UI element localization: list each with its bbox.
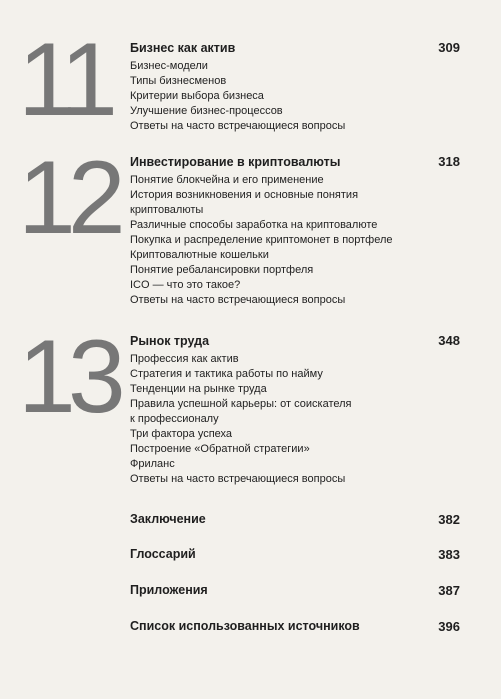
chapter-title: Рынок труда <box>130 334 210 348</box>
chapter-number: 12 <box>18 140 118 256</box>
chapter-number: 13 <box>18 319 118 435</box>
chapter-page-number: 348 <box>438 333 460 348</box>
section-page-number: 387 <box>438 583 460 598</box>
section-title: Глоссарий <box>130 547 196 561</box>
toc-item: Тенденции на рынке труда <box>130 383 267 395</box>
chapter-heading <box>130 41 460 55</box>
chapter-title: Инвестирование в криптовалюты <box>130 155 341 169</box>
toc-item: Различные способы заработка на криптовалюте <box>130 219 378 231</box>
toc-item: Профессия как актив <box>130 353 239 365</box>
chapter-number: 11 <box>18 22 110 138</box>
chapter-page-number: 318 <box>438 154 460 169</box>
chapter-page-number: 309 <box>438 40 460 55</box>
chapter-heading <box>130 334 460 348</box>
toc-item: Стратегия и тактика работы по найму <box>130 368 323 380</box>
toc-item: Построение «Обратной стратегии» <box>130 443 310 455</box>
toc-item: Криптовалютные кошельки <box>130 249 269 261</box>
toc-item: Улучшение бизнес-процессов <box>130 105 283 117</box>
chapter-block <box>130 334 460 487</box>
toc-item: Бизнес-модели <box>130 60 208 72</box>
toc-item: Ответы на часто встречающиеся вопросы <box>130 120 346 132</box>
chapter-block <box>130 155 460 308</box>
toc-section <box>130 583 460 598</box>
section-page-number: 383 <box>438 547 460 562</box>
toc-item: Критерии выбора бизнеса <box>130 90 264 102</box>
toc-item: ICO — что это такое? <box>130 279 241 291</box>
section-title: Заключение <box>130 512 206 526</box>
toc-item: к профессионалу <box>130 413 219 425</box>
chapter-heading <box>130 155 460 169</box>
toc-item: Ответы на часто встречающиеся вопросы <box>130 473 346 485</box>
toc-item: криптовалюты <box>130 204 204 216</box>
toc-item: Типы бизнесменов <box>130 75 227 87</box>
section-page-number: 382 <box>438 512 460 527</box>
toc-section <box>130 547 460 562</box>
toc-item: Три фактора успеха <box>130 428 233 440</box>
toc-item: Ответы на часто встречающиеся вопросы <box>130 294 346 306</box>
toc-item: Понятие блокчейна и его применение <box>130 174 324 186</box>
section-title: Приложения <box>130 583 208 597</box>
chapter-title: Бизнес как актив <box>130 41 236 55</box>
toc-item: Правила успешной карьеры: от соискателя <box>130 398 352 410</box>
section-page-number: 396 <box>438 619 460 634</box>
toc-item: Фриланс <box>130 458 175 470</box>
chapter-block <box>130 41 460 134</box>
toc-section <box>130 512 460 527</box>
toc-item: Понятие ребалансировки портфеля <box>130 264 314 276</box>
toc-item: Покупка и распределение криптомонет в портфеле <box>130 234 393 246</box>
section-title: Список использованных источников <box>130 619 360 633</box>
toc-section <box>130 619 460 634</box>
toc-item: История возникновения и основные понятия <box>130 189 359 201</box>
